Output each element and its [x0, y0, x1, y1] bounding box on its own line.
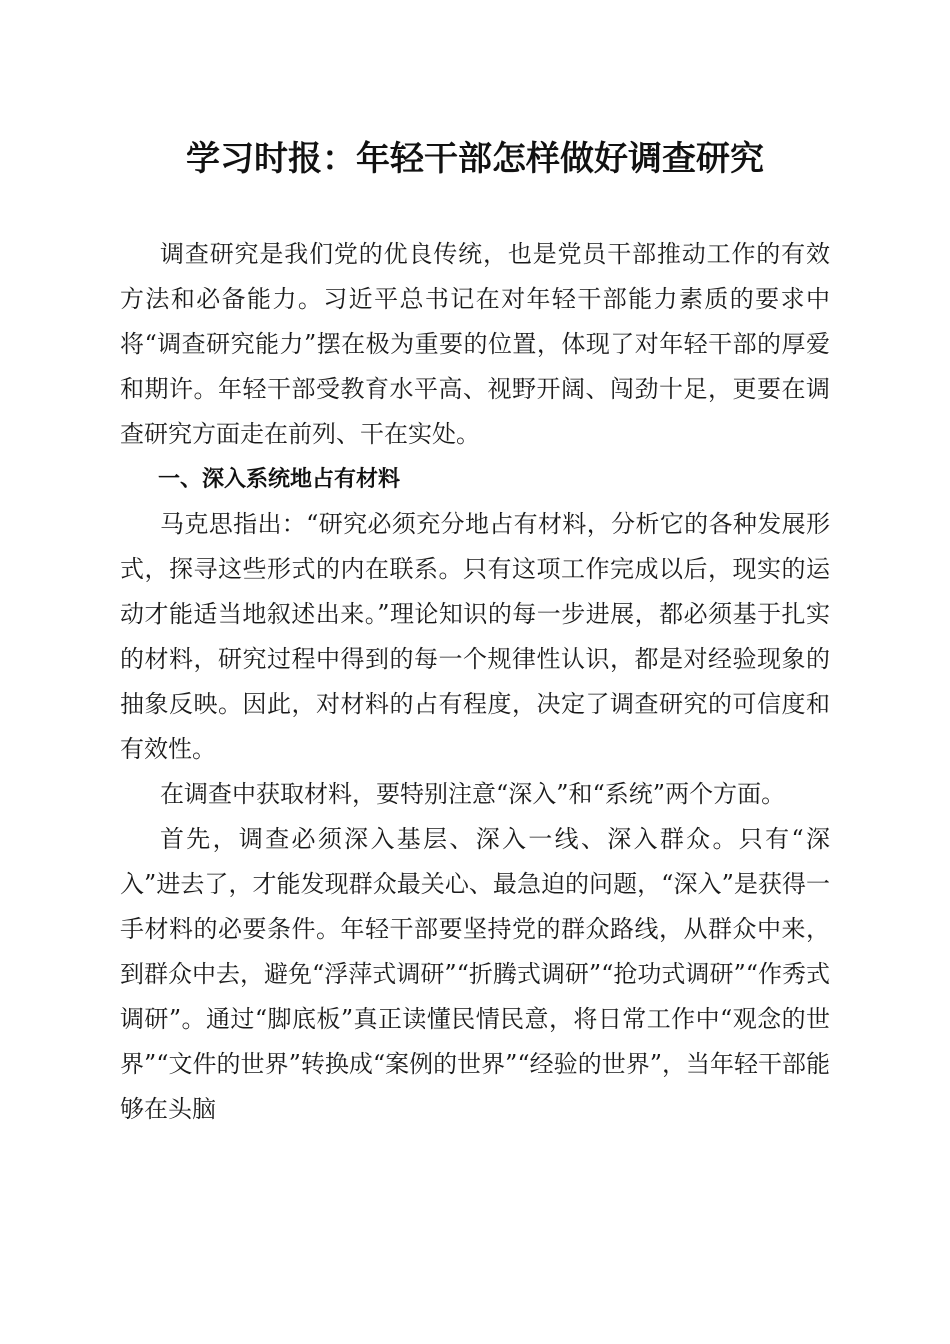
- document-title: 学习时报：年轻干部怎样做好调查研究: [186, 139, 764, 179]
- document-body: [120, 232, 830, 1132]
- paragraph-first-point: 首先，调查必须深入基层、深入一线、深入群众。只有“深入”进去了，才能发现群众最关心、最急迫的问题，“深入”是获得一手材料的必要条件。年轻干部要坚持党的群众路线，从群众中来，到群众中去，避免“浮萍式调研”“折腾式调研”“抢功式调研”“作秀式调研”。通过“脚底板”真正读懂民情民意，将日常工作中“观念的世界”“文件的世界”转换成“案例的世界”“经验的世界”，当年轻干部能够在头脑: [120, 825, 830, 1123]
- paragraph-intro: 调查研究是我们党的优良传统，也是党员干部推动工作的有效方法和必备能力。习近平总书记在对年轻干部能力素质的要求中将“调查研究能力”摆在极为重要的位置，体现了对年轻干部的厚爱和期许。年轻干部受教育水平高、视野开阔、闯劲十足，更要在调查研究方面走在前列、干在实处。: [120, 240, 830, 448]
- paragraph-marx-quote: 马克思指出：“研究必须充分地占有材料，分析它的各种发展形式，探寻这些形式的内在联系。只有这项工作完成以后，现实的运动才能适当地叙述出来。”理论知识的每一步进展，都必须基于扎实的材料，研究过程中得到的每一个规律性认识，都是对经验现象的抽象反映。因此，对材料的占有程度，决定了调查研究的可信度和有效性。: [120, 510, 830, 763]
- section-heading-1: 一、深入系统地占有材料: [158, 467, 401, 492]
- paragraph-deep-systematic: 在调查中获取材料，要特别注意“深入”和“系统”两个方面。: [160, 780, 786, 808]
